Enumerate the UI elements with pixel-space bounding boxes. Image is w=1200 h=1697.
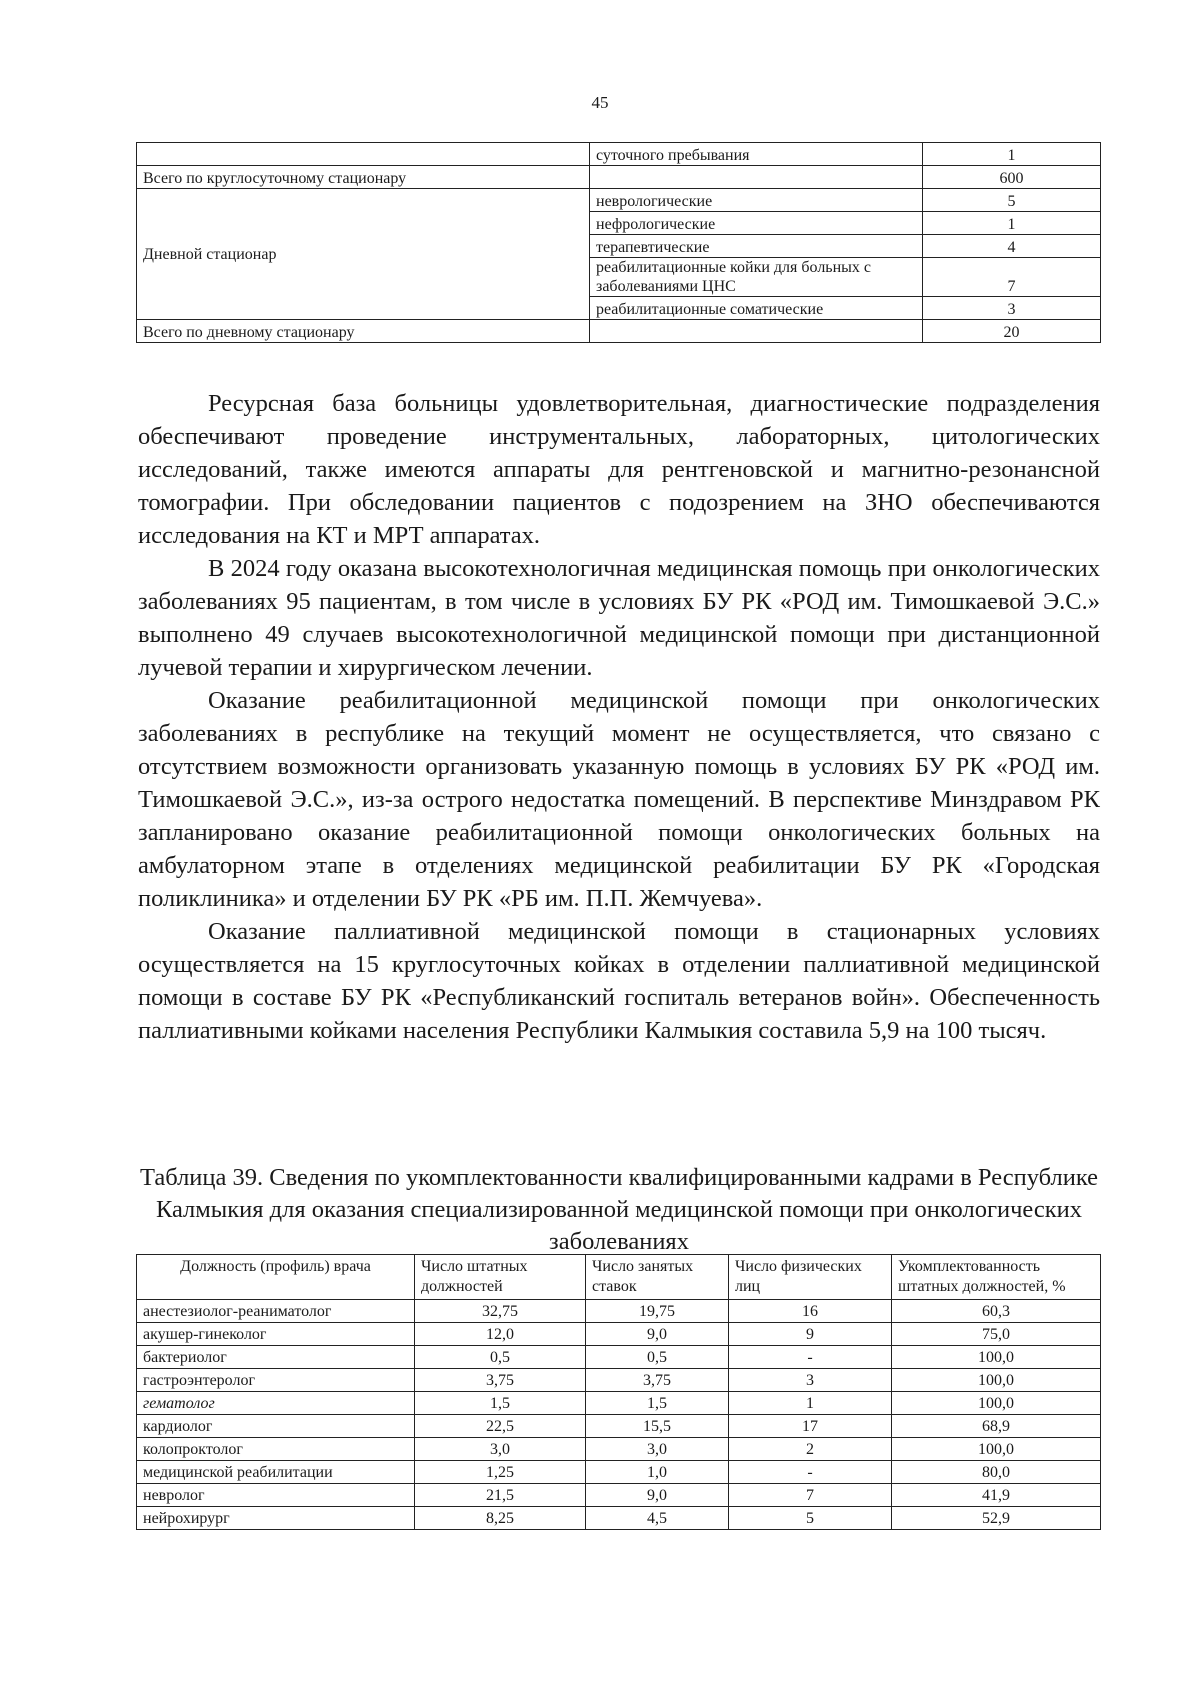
value-cell: 8,25 bbox=[415, 1507, 586, 1530]
table-row bbox=[137, 1484, 1101, 1507]
value-cell: 52,9 bbox=[892, 1507, 1101, 1530]
value-cell: 100,0 bbox=[892, 1438, 1101, 1461]
value-cell: 68,9 bbox=[892, 1415, 1101, 1438]
position-cell: бактериолог bbox=[137, 1346, 415, 1369]
value-cell: 100,0 bbox=[892, 1346, 1101, 1369]
value-cell: 100,0 bbox=[892, 1369, 1101, 1392]
position-cell: колопроктолог bbox=[137, 1438, 415, 1461]
page-number: 45 bbox=[591, 93, 609, 112]
value-cell: 9,0 bbox=[586, 1323, 729, 1346]
body-text bbox=[138, 387, 1100, 1047]
position-cell: анестезиолог-реаниматолог bbox=[137, 1300, 415, 1323]
position-cell: акушер-гинеколог bbox=[137, 1323, 415, 1346]
value-cell: 9 bbox=[729, 1323, 892, 1346]
table-row bbox=[137, 1346, 1101, 1369]
table-cell: Всего по дневному стационару bbox=[137, 320, 590, 343]
value-cell: 32,75 bbox=[415, 1300, 586, 1323]
table-row bbox=[137, 1507, 1101, 1530]
paragraph: В 2024 году оказана высокотехнологичная медицинская помощь при онкологических заболеваниях 95 пациентам, в том числе в условиях БУ РК «РОД им. Тимошкаевой Э.С.» выполнено 49 случаев высокотехнологичной медицинской помощи при дистанционной лучевой терапии и хирургическом лечении. bbox=[138, 555, 1100, 681]
table-cell: 1 bbox=[923, 143, 1101, 166]
position-cell: нейрохирург bbox=[137, 1507, 415, 1530]
value-cell: 3,75 bbox=[586, 1369, 729, 1392]
table-cell: терапевтические bbox=[590, 235, 923, 258]
position-cell: кардиолог bbox=[137, 1415, 415, 1438]
table-caption: Таблица 39. Сведения по укомплектованности квалифицированными кадрами в Республике Калмыкия для оказания специализированной медицинской помощи при онкологических заболеваниях bbox=[139, 1164, 1098, 1255]
column-header: Число штатных должностей bbox=[415, 1255, 586, 1300]
table-cell: 3 bbox=[923, 297, 1101, 320]
column-header: Число физических лиц bbox=[729, 1255, 892, 1300]
value-cell: - bbox=[729, 1461, 892, 1484]
value-cell: 9,0 bbox=[586, 1484, 729, 1507]
value-cell: 0,5 bbox=[586, 1346, 729, 1369]
table-cell: реабилитационные койки для больных с заболеваниями ЦНС bbox=[590, 258, 923, 297]
table-row bbox=[137, 1438, 1101, 1461]
value-cell: 2 bbox=[729, 1438, 892, 1461]
table-row bbox=[137, 189, 1101, 212]
paragraph: Оказание паллиативной медицинской помощи в стационарных условиях осуществляется на 15 круглосуточных койках в отделении паллиативной медицинской помощи в составе БУ РК «Республиканский госпиталь ветеранов войн». Обеспеченность паллиативными койками населения Республики Калмыкия составила 5,9 на 100 тысяч. bbox=[138, 918, 1100, 1044]
column-header: Должность (профиль) врача bbox=[137, 1255, 415, 1300]
value-cell: 12,0 bbox=[415, 1323, 586, 1346]
table-cell: Всего по круглосуточному стационару bbox=[137, 166, 590, 189]
paragraph: Ресурсная база больницы удовлетворительная, диагностические подразделения обеспечивают проведение инструментальных, лабораторных, цитологических исследований, также имеются аппараты для рентгеновской и магнитно-резонансной томографии. При обследовании пациентов с подозрением на ЗНО обеспечиваются исследования на КТ и МРТ аппаратах. bbox=[138, 390, 1100, 549]
table-cell bbox=[590, 320, 923, 343]
table-cell: реабилитационные соматические bbox=[590, 297, 923, 320]
table-row bbox=[137, 320, 1101, 343]
value-cell: 3,0 bbox=[415, 1438, 586, 1461]
table-row bbox=[137, 1392, 1101, 1415]
value-cell: 1,5 bbox=[415, 1392, 586, 1415]
value-cell: 22,5 bbox=[415, 1415, 586, 1438]
value-cell: 5 bbox=[729, 1507, 892, 1530]
value-cell: 15,5 bbox=[586, 1415, 729, 1438]
value-cell: 80,0 bbox=[892, 1461, 1101, 1484]
table-cell: 4 bbox=[923, 235, 1101, 258]
table-cell: нефрологические bbox=[590, 212, 923, 235]
table-cell bbox=[137, 143, 590, 166]
value-cell: 16 bbox=[729, 1300, 892, 1323]
value-cell: 1 bbox=[729, 1392, 892, 1415]
column-header: Укомплектованность штатных должностей, % bbox=[892, 1255, 1101, 1300]
value-cell: 75,0 bbox=[892, 1323, 1101, 1346]
position-cell: гастроэнтеролог bbox=[137, 1369, 415, 1392]
table-cell bbox=[590, 166, 923, 189]
bed-fund-table bbox=[136, 142, 1101, 343]
value-cell: 17 bbox=[729, 1415, 892, 1438]
table-row bbox=[137, 1415, 1101, 1438]
table-cell: 5 bbox=[923, 189, 1101, 212]
value-cell: 1,25 bbox=[415, 1461, 586, 1484]
value-cell: 3,75 bbox=[415, 1369, 586, 1392]
value-cell: 4,5 bbox=[586, 1507, 729, 1530]
value-cell: 100,0 bbox=[892, 1392, 1101, 1415]
value-cell: 3,0 bbox=[586, 1438, 729, 1461]
table-cell: суточного пребывания bbox=[590, 143, 923, 166]
value-cell: - bbox=[729, 1346, 892, 1369]
value-cell: 0,5 bbox=[415, 1346, 586, 1369]
table-row bbox=[137, 1323, 1101, 1346]
value-cell: 41,9 bbox=[892, 1484, 1101, 1507]
staffing-table bbox=[136, 1254, 1101, 1530]
table-cell: 1 bbox=[923, 212, 1101, 235]
table-cell: неврологические bbox=[590, 189, 923, 212]
value-cell: 7 bbox=[729, 1484, 892, 1507]
value-cell: 19,75 bbox=[586, 1300, 729, 1323]
value-cell: 21,5 bbox=[415, 1484, 586, 1507]
column-header: Число занятых ставок bbox=[586, 1255, 729, 1300]
value-cell: 1,5 bbox=[586, 1392, 729, 1415]
value-cell: 3 bbox=[729, 1369, 892, 1392]
value-cell: 1,0 bbox=[586, 1461, 729, 1484]
position-cell: невролог bbox=[137, 1484, 415, 1507]
position-cell: медицинской реабилитации bbox=[137, 1461, 415, 1484]
position-cell: гематолог bbox=[137, 1392, 415, 1415]
table-row bbox=[137, 1461, 1101, 1484]
table-cell: 7 bbox=[923, 258, 1101, 297]
value-cell: 60,3 bbox=[892, 1300, 1101, 1323]
table-row bbox=[137, 1300, 1101, 1323]
table-cell: Дневной стационар bbox=[137, 189, 590, 320]
table-row bbox=[137, 166, 1101, 189]
table-cell: 20 bbox=[923, 320, 1101, 343]
table-row bbox=[137, 1369, 1101, 1392]
table-cell: 600 bbox=[923, 166, 1101, 189]
paragraph: Оказание реабилитационной медицинской помощи при онкологических заболеваниях в республике на текущий момент не осуществляется, что связано с отсутствием возможности организовать указанную помощь в условиях БУ РК «РОД им. Тимошкаевой Э.С.», из-за острого недостатка помещений. В перспективе Минздравом РК запланировано оказание реабилитационной помощи онкологических больных на амбулаторном этапе в отделениях медицинской реабилитации БУ РК «Городская поликлиника» и отделении БУ РК «РБ им. П.П. Жемчуева». bbox=[138, 687, 1100, 912]
table-header-row bbox=[137, 1255, 1101, 1300]
table-row bbox=[137, 143, 1101, 166]
